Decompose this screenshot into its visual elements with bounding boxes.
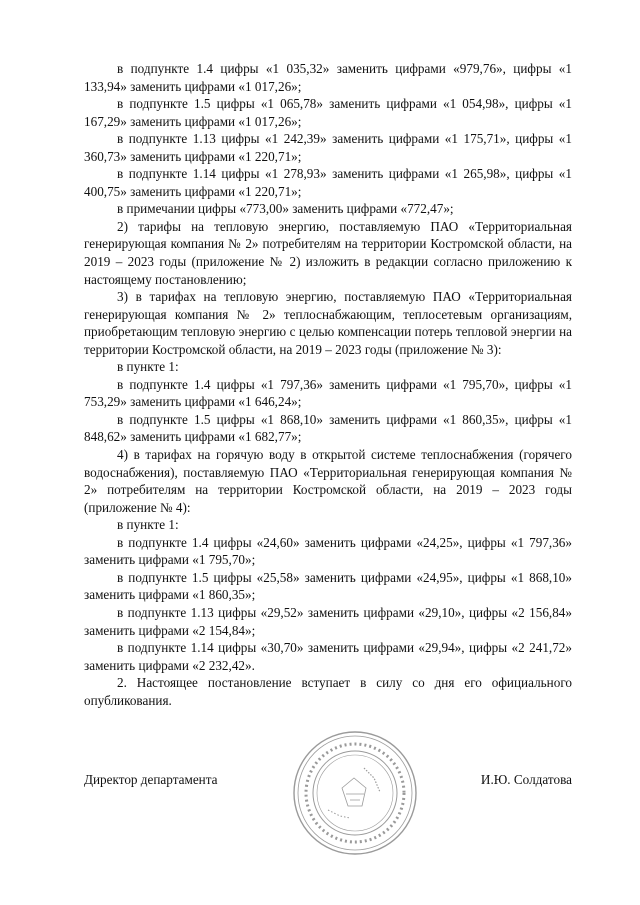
paragraph: в подпункте 1.14 цифры «1 278,93» заменить цифрами «1 265,98», цифры «1 400,75» заменить цифрами «1 220,71»; — [84, 166, 572, 199]
paragraph: в подпункте 1.5 цифры «1 868,10» заменить цифрами «1 860,35», цифры «1 848,62» заменить цифрами «1 682,77»; — [84, 411, 572, 445]
paragraph: в пункте 1: — [117, 517, 179, 533]
paragraph: 2) тарифы на тепловую энергию, поставляемую ПАО «Территориальная генерирующая компания № 2» потребителям на территории Костромской области, на 2019 – 2023 годы (приложение № 2) изложить в редакции согласно приложению к настоящему постановлению; — [84, 218, 572, 287]
paragraph: в подпункте 1.5 цифры «1 065,78» заменить цифрами «1 054,98», цифры «1 167,29» заменить цифрами «1 017,26»; — [84, 96, 572, 129]
paragraph: в подпункте 1.14 цифры «30,70» заменить цифрами «29,94», цифры «2 241,72» заменить цифрами «2 232,42». — [84, 640, 572, 673]
paragraph: 4) в тарифах на горячую воду в открытой системе теплоснабжения (горячего водоснабжения), поставляемую ПАО «Территориальная генерирующая компания № 2» потребителям на территории Костромской области, на 2019 – 2023 годы (приложение № 4): — [84, 447, 572, 515]
paragraph: в подпункте 1.4 цифры «24,60» заменить цифрами «24,25», цифры «1 797,36» заменить цифрами «1 795,70»; — [84, 534, 572, 568]
paragraph: в подпункте 1.5 цифры «25,58» заменить цифрами «24,95», цифры «1 868,10» заменить цифрами «1 860,35»; — [84, 569, 572, 603]
paragraph: в пункте 1: — [117, 359, 179, 375]
paragraph: в примечании цифры «773,00» заменить цифрами «772,47»; — [117, 201, 454, 217]
signatory-name: И.Ю. Солдатова — [480, 772, 572, 787]
official-seal-icon — [290, 728, 420, 858]
paragraph: в подпункте 1.13 цифры «1 242,39» заменить цифрами «1 175,71», цифры «1 360,73» заменить цифрами «1 220,71»; — [84, 131, 572, 164]
paragraph: 2. Настоящее постановление вступает в силу со дня его официального опубликования. — [84, 675, 572, 708]
paragraph: 3) в тарифах на тепловую энергию, поставляемую ПАО «Территориальная генерирующая компания № 2» теплоснабжающим, теплосетевым организациям, приобретающим тепловую энергию с целью компенсации потерь тепловой энергии на территории Костромской области, на 2019 – 2023 годы (приложение № 3): — [84, 289, 572, 357]
signatory-title: Директор департамента — [84, 772, 218, 787]
paragraph: в подпункте 1.4 цифры «1 797,36» заменить цифрами «1 795,70», цифры «1 753,29» заменить цифрами «1 646,24»; — [84, 376, 572, 410]
paragraph: в подпункте 1.4 цифры «1 035,32» заменить цифрами «979,76», цифры «1 133,94» заменить цифрами «1 017,26»; — [84, 61, 572, 94]
document-body — [84, 60, 572, 709]
paragraph: в подпункте 1.13 цифры «29,52» заменить цифрами «29,10», цифры «2 156,84» заменить цифрами «2 154,84»; — [84, 604, 572, 638]
